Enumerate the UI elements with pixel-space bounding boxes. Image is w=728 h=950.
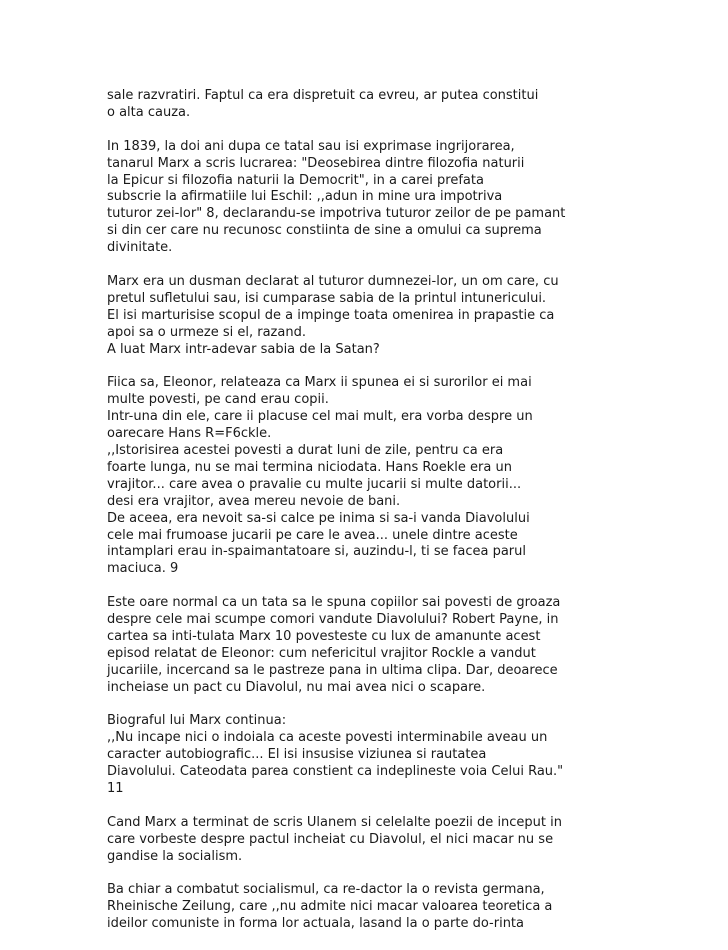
text-line: Biograful lui Marx continua:	[107, 713, 287, 729]
text-line: 11	[107, 781, 124, 797]
text-line: vrajitor... care avea o pravalie cu multe jucarii si multe datorii...	[107, 476, 522, 492]
text-line: si din cer care nu recunosc constiinta de sine a omului ca suprema	[107, 223, 542, 239]
text-line: ideilor comuniste in forma lor actuala, lasand la o parte do-rinta	[107, 916, 524, 932]
text-line: tanarul Marx a scris lucrarea: "Deosebirea dintre filozofia naturii	[107, 155, 525, 171]
text-line: ,,Nu incape nici o indoiala ca aceste povesti interminabile aveau un	[107, 730, 548, 746]
text-line: sale razvratiri. Faptul ca era dispretuit ca evreu, ar putea constitui	[107, 88, 539, 103]
text-line: cartea sa inti-tulata Marx 10 povesteste cu lux de amanunte acest	[107, 628, 541, 644]
text-line: In 1839, la doi ani dupa ce tatal sau isi exprimase ingrijorarea,	[107, 138, 515, 154]
text-line: multe povesti, pe cand erau copii.	[107, 392, 329, 408]
paragraph	[107, 274, 577, 359]
text-line: care vorbeste despre pactul incheiat cu Diavolul, el nici macar nu se	[107, 831, 554, 847]
document-page	[107, 88, 577, 950]
text-line: intamplari erau in-spaimantatoare si, auzindu-l, ti se facea parul	[107, 544, 526, 560]
text-line: desi era vrajitor, avea mereu nevoie de bani.	[107, 493, 401, 509]
text-line: pretul sufletului sau, isi cumparase sabia de la printul intunericului.	[107, 290, 547, 306]
paragraph	[107, 595, 577, 696]
paragraph	[107, 88, 577, 122]
paragraph	[107, 882, 577, 933]
text-line: episod relatat de Eleonor: cum nefericitul vrajitor Rockle a vandut	[107, 645, 536, 661]
text-line: Intr-una din ele, care ii placuse cel mai mult, era vorba despre un	[107, 409, 533, 425]
text-line: la Epicur si filozofia naturii la Democrit", in a carei prefata	[107, 172, 484, 188]
text-line: oarecare Hans R=F6ckle.	[107, 426, 272, 442]
text-line: Marx era un dusman declarat al tuturor dumnezei-lor, un om care, cu	[107, 273, 559, 289]
text-line: apoi sa o urmeze si el, razand.	[107, 324, 306, 340]
text-line: subscrie la afirmatiile lui Eschil: ,,adun in mine ura impotriva	[107, 189, 503, 205]
text-line: A luat Marx intr-adevar sabia de la Satan?	[107, 341, 380, 357]
text-line: foarte lunga, nu se mai termina niciodata. Hans Roekle era un	[107, 459, 512, 475]
text-line: maciuca. 9	[107, 561, 179, 577]
text-line: cele mai frumoase jucarii pe care le avea... unele dintre aceste	[107, 527, 518, 543]
text-line: caracter autobiografic... El isi insusise viziunea si rautatea	[107, 747, 487, 763]
text-line: despre cele mai scumpe comori vandute Diavolului? Robert Payne, in	[107, 612, 559, 628]
paragraph	[107, 139, 577, 257]
text-line: Ba chiar a combatut socialismul, ca re-dactor la o revista germana,	[107, 882, 545, 898]
text-line: divinitate.	[107, 240, 173, 256]
text-line: Fiica sa, Eleonor, relateaza ca Marx ii spunea ei si surorilor ei mai	[107, 375, 532, 391]
text-line: jucariile, incercand sa le pastreze pana in ultima clipa. Dar, deoarece	[107, 662, 558, 678]
text-line: Rheinische Zeilung, care ,,nu admite nici macar valoarea teoretica a	[107, 899, 553, 915]
text-line: incheiase un pact cu Diavolul, nu mai avea nici o scapare.	[107, 679, 486, 695]
paragraph	[107, 815, 577, 866]
text-line: Diavolului. Cateodata parea constient ca indeplineste voia Celui Rau."	[107, 764, 564, 780]
text-line: Cand Marx a terminat de scris Ulanem si celelalte poezii de inceput in	[107, 814, 563, 830]
paragraph	[107, 713, 577, 798]
text-line: ,,Istorisirea acestei povesti a durat luni de zile, pentru ca era	[107, 442, 504, 458]
text-line: Este oare normal ca un tata sa le spuna copiilor sai povesti de groaza	[107, 595, 561, 611]
paragraph	[107, 375, 577, 578]
text-line: El isi marturisise scopul de a impinge toata omenirea in prapastie ca	[107, 307, 555, 323]
text-line: tuturor zei-lor" 8, declarandu-se impotriva tuturor zeilor de pe pamant	[107, 206, 566, 222]
text-line: gandise la socialism.	[107, 848, 243, 864]
text-line: De aceea, era nevoit sa-si calce pe inima si sa-i vanda Diavolului	[107, 510, 530, 526]
text-line: o alta cauza.	[107, 104, 191, 120]
